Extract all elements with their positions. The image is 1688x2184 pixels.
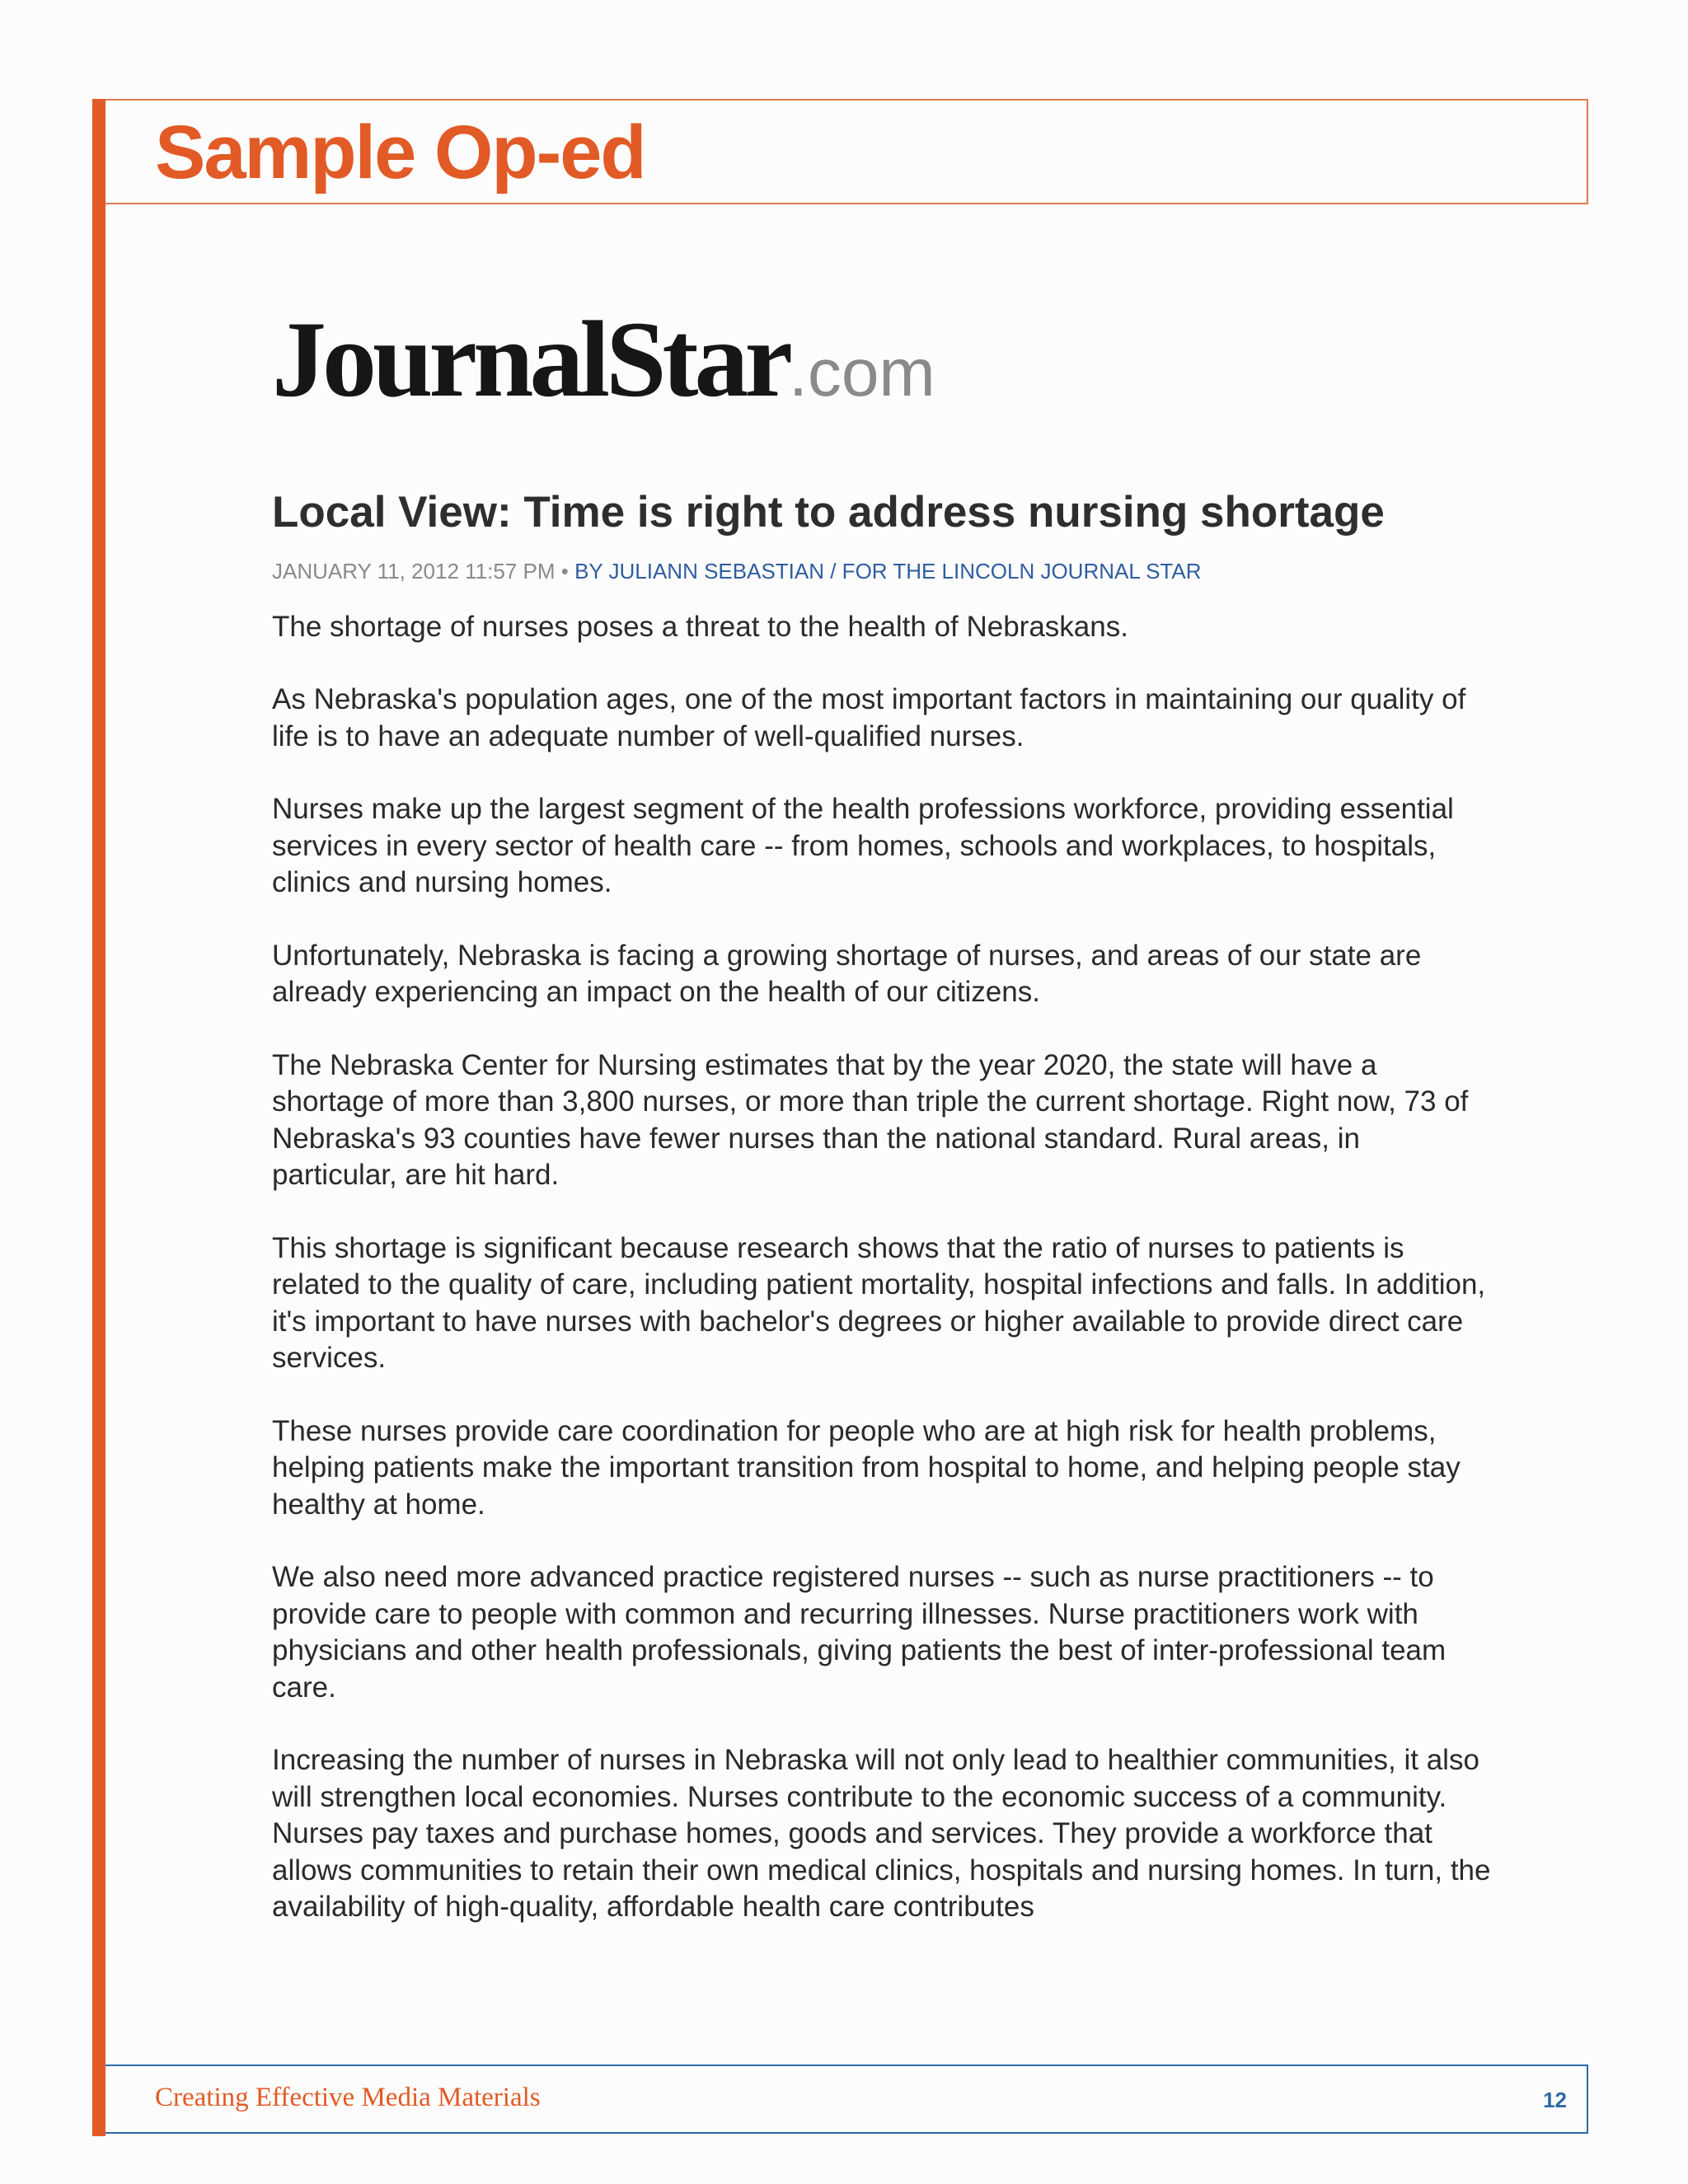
dateline-separator: • <box>555 558 575 583</box>
page-number: 12 <box>1543 2088 1567 2112</box>
article-date: JANUARY 11, 2012 11:57 PM <box>272 558 556 583</box>
article-dateline <box>272 559 1492 584</box>
logo-wordmark: JournalStar <box>272 298 790 419</box>
article-paragraph: These nurses provide care coordination for people who are at high risk for health problems, helping patients make the important transition from hospital to home, and helping people stay healthy at home. <box>272 1414 1461 1521</box>
page-title: Sample Op-ed <box>155 110 645 194</box>
accent-bar <box>92 99 106 2136</box>
article-paragraph: Increasing the number of nurses in Nebraska will not only lead to healthier communities, it also will strengthen local economies. Nurses contribute to the economic success of a community. Nurses pay taxes and purchase homes, goods and services. They provide a workforce that allows communities to retain their own medical clinics, hospitals and nursing homes. In turn, the availability of high-quality, affordable health care contributes <box>272 1744 1491 1924</box>
page-header <box>106 99 1588 204</box>
article-paragraph: We also need more advanced practice registered nurses -- such as nurse practitioners -- to provide care to people with common and recurring illnesses. Nurse practitioners work with physicians and other health professionals, giving patients the best of inter-professional team care. <box>272 1561 1447 1704</box>
article-byline: BY JULIANN SEBASTIAN / FOR THE LINCOLN JOURNAL STAR <box>574 558 1202 583</box>
article-paragraph: Nurses make up the largest segment of the health professions workforce, providing essential services in every sector of health care -- from homes, schools and workplaces, to hospitals, clinics and nursing homes. <box>272 793 1454 899</box>
page-footer <box>106 2064 1588 2134</box>
article-paragraph: Unfortunately, Nebraska is facing a growing shortage of nurses, and areas of our state are already experiencing an impact on the health of our citizens. <box>272 939 1422 1009</box>
article-paragraph: This shortage is significant because research shows that the ratio of nurses to patients is related to the quality of care, including patient mortality, hospital infections and falls. In addition, it's important to have nurses with bachelor's degrees or higher available to provide direct care services. <box>272 1231 1486 1375</box>
article-paragraph: The shortage of nurses poses a threat to the health of Nebraskans. <box>272 610 1128 643</box>
footer-title: Creating Effective Media Materials <box>155 2083 541 2112</box>
article-paragraph: The Nebraska Center for Nursing estimates that by the year 2020, the state will have a shortage of more than 3,800 nurses, or more than triple the current shortage. Right now, 73 of Nebraska's 93 counties have fewer nurses than the national standard. Rural areas, in particular, are hit hard. <box>272 1048 1469 1192</box>
journalstar-logo <box>272 298 935 419</box>
article-body <box>272 609 1492 1926</box>
article-headline: Local View: Time is right to address nursing shortage <box>272 488 1385 537</box>
article-paragraph: As Nebraska's population ages, one of the most important factors in maintaining our quality of life is to have an adequate number of well-qualified nurses. <box>272 683 1466 752</box>
logo-domain-suffix: .com <box>789 335 935 410</box>
article <box>272 486 1492 1962</box>
